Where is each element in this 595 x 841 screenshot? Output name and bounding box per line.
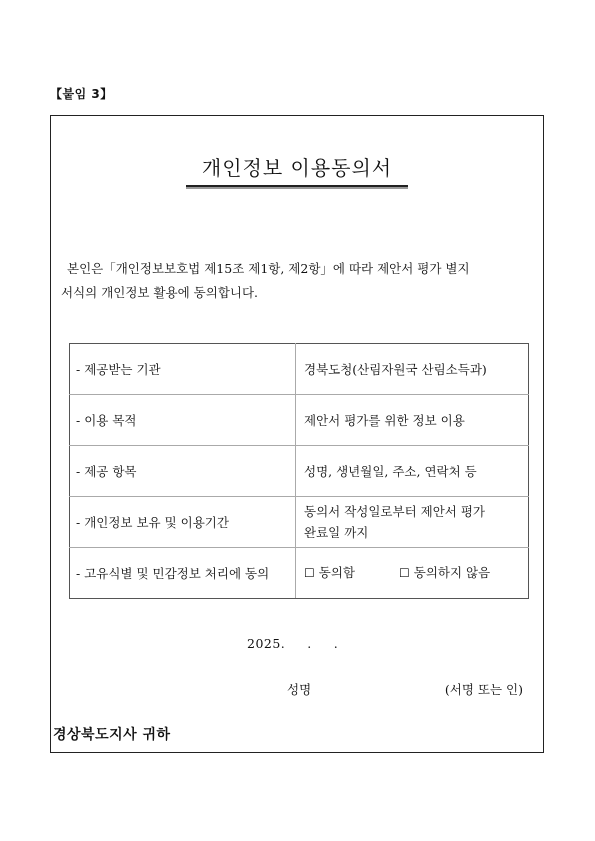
agree-checkbox[interactable]: [304, 565, 355, 580]
consent-table: [69, 343, 529, 599]
table-row: [70, 548, 529, 599]
date-line: [247, 636, 338, 651]
consent-options: [296, 548, 529, 599]
intro-line-1: 본인은「개인정보보호법 제15조 제1항, 제2항」에 따라 제안서 평가 별지: [67, 261, 470, 276]
agree-label: 동의함: [318, 565, 355, 580]
intro-paragraph: [61, 257, 533, 305]
row-label: - 이용 목적: [70, 395, 296, 446]
row-value: 성명, 생년월일, 주소, 연락처 등: [296, 446, 529, 497]
date-month-separator: .: [307, 636, 312, 651]
date-day-separator: .: [333, 636, 339, 651]
checkbox-icon: ☐: [304, 566, 315, 580]
title-wrapper: [51, 152, 543, 187]
row-label: - 고유식별 및 민감정보 처리에 동의: [70, 548, 296, 599]
intro-line-2: 서식의 개인정보 활용에 동의합니다.: [61, 285, 259, 300]
row-value-line-1: 동의서 작성일로부터 제안서 평가: [304, 504, 485, 519]
row-value: [296, 497, 529, 548]
signature-note: (서명 또는 인): [444, 682, 523, 697]
signature-label: 성명: [287, 682, 312, 697]
disagree-label: 동의하지 않음: [413, 565, 491, 580]
checkbox-icon: ☐: [398, 566, 410, 580]
table-row: [70, 344, 529, 395]
date-year: 2025.: [247, 636, 286, 651]
consent-form-frame: [50, 115, 544, 753]
row-value-line-2: 완료일 까지: [304, 525, 369, 540]
row-label: - 개인정보 보유 및 이용기간: [70, 497, 296, 548]
addressee: 경상북도지사 귀하: [53, 727, 171, 743]
page-title: 개인정보 이용동의서: [186, 152, 408, 187]
disagree-checkbox[interactable]: [399, 565, 490, 580]
table-row: [70, 446, 529, 497]
row-value: 경북도청(산림자원국 산림소득과): [296, 344, 529, 395]
table-row: [70, 497, 529, 548]
row-label: - 제공받는 기관: [70, 344, 296, 395]
attachment-label: 【붙임 3】: [50, 87, 113, 101]
row-label: - 제공 항목: [70, 446, 296, 497]
table-row: [70, 395, 529, 446]
row-value: 제안서 평가를 위한 정보 이용: [296, 395, 529, 446]
